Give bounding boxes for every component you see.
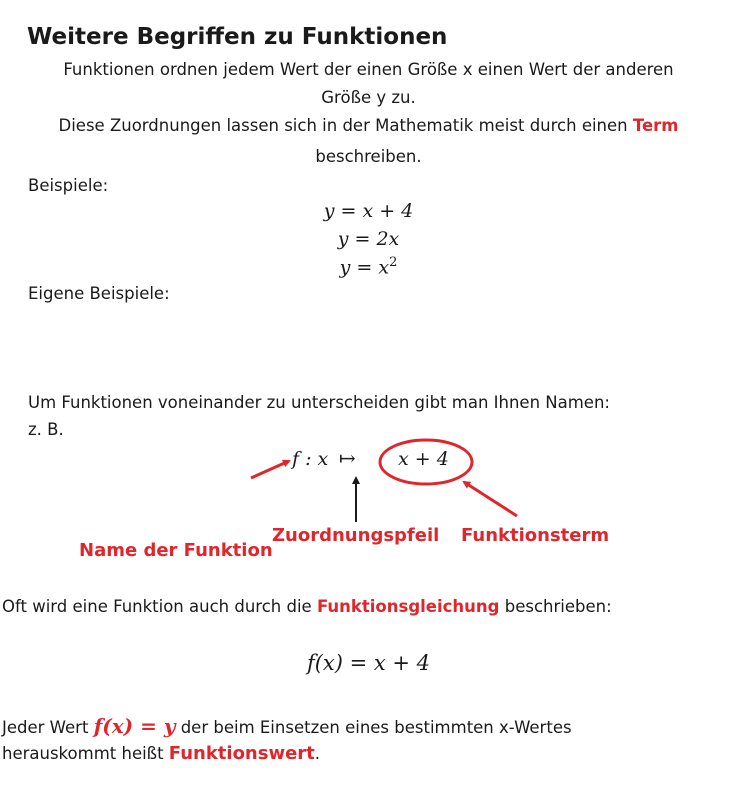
equation-sentence	[2, 597, 612, 616]
intro-line-3	[0, 116, 737, 135]
value-sentence-line-2	[2, 743, 320, 764]
mapping-arrow: ↦	[339, 446, 356, 470]
value-sentence-post: der beim Einsetzen eines bestimmten x-Wertes	[180, 718, 572, 737]
function-term-formula: x + 4	[398, 448, 449, 470]
naming-line-2: z. B.	[28, 420, 64, 439]
function-value-highlight: Funktionswert	[168, 743, 315, 764]
label-function-term: Funktionsterm	[461, 525, 610, 546]
example-equation-1: y = x + 4	[323, 200, 414, 222]
intro-line-4: beschreiben.	[315, 147, 422, 166]
intro-line-1: Funktionen ordnen jedem Wert der einen Größe x einen Wert der anderen	[63, 60, 674, 79]
naming-line-1: Um Funktionen voneinander zu unterscheiden gibt man Ihnen Namen:	[28, 393, 610, 412]
examples-label: Beispiele:	[28, 176, 109, 195]
example-equation-3-base: y = x	[339, 256, 390, 279]
function-equation: f(x) = x + 4	[306, 651, 431, 675]
label-function-name: Name der Funktion	[79, 540, 273, 561]
name-arrow	[251, 461, 289, 478]
own-examples-label: Eigene Beispiele:	[28, 284, 170, 303]
equation-sentence-post: beschrieben:	[504, 597, 612, 616]
value-sentence-line-2-pre: herauskommt heißt	[2, 744, 164, 763]
equation-sentence-pre: Oft wird eine Funktion auch durch die	[2, 597, 312, 616]
example-equation-3-exponent: 2	[389, 255, 398, 270]
label-mapping-arrow: Zuordnungspfeil	[272, 525, 440, 546]
term-highlight: Term	[632, 116, 679, 135]
intro-line-3-text: Diese Zuordnungen lassen sich in der Mathematik meist durch einen	[58, 116, 628, 135]
term-arrow	[464, 482, 517, 516]
page-title: Weitere Begriffen zu Funktionen	[27, 24, 448, 50]
value-sentence-pre: Jeder Wert	[2, 718, 89, 737]
value-sentence-period: .	[314, 744, 321, 763]
example-equation-3	[0, 255, 737, 278]
value-sentence-line-1	[2, 714, 572, 738]
example-equation-2: y = 2x	[337, 228, 400, 250]
value-formula: f(x) = y	[93, 714, 176, 738]
function-equation-highlight: Funktionsgleichung	[316, 597, 500, 616]
intro-line-2: Größe y zu.	[321, 88, 416, 107]
function-name-formula: f : x	[292, 448, 329, 470]
